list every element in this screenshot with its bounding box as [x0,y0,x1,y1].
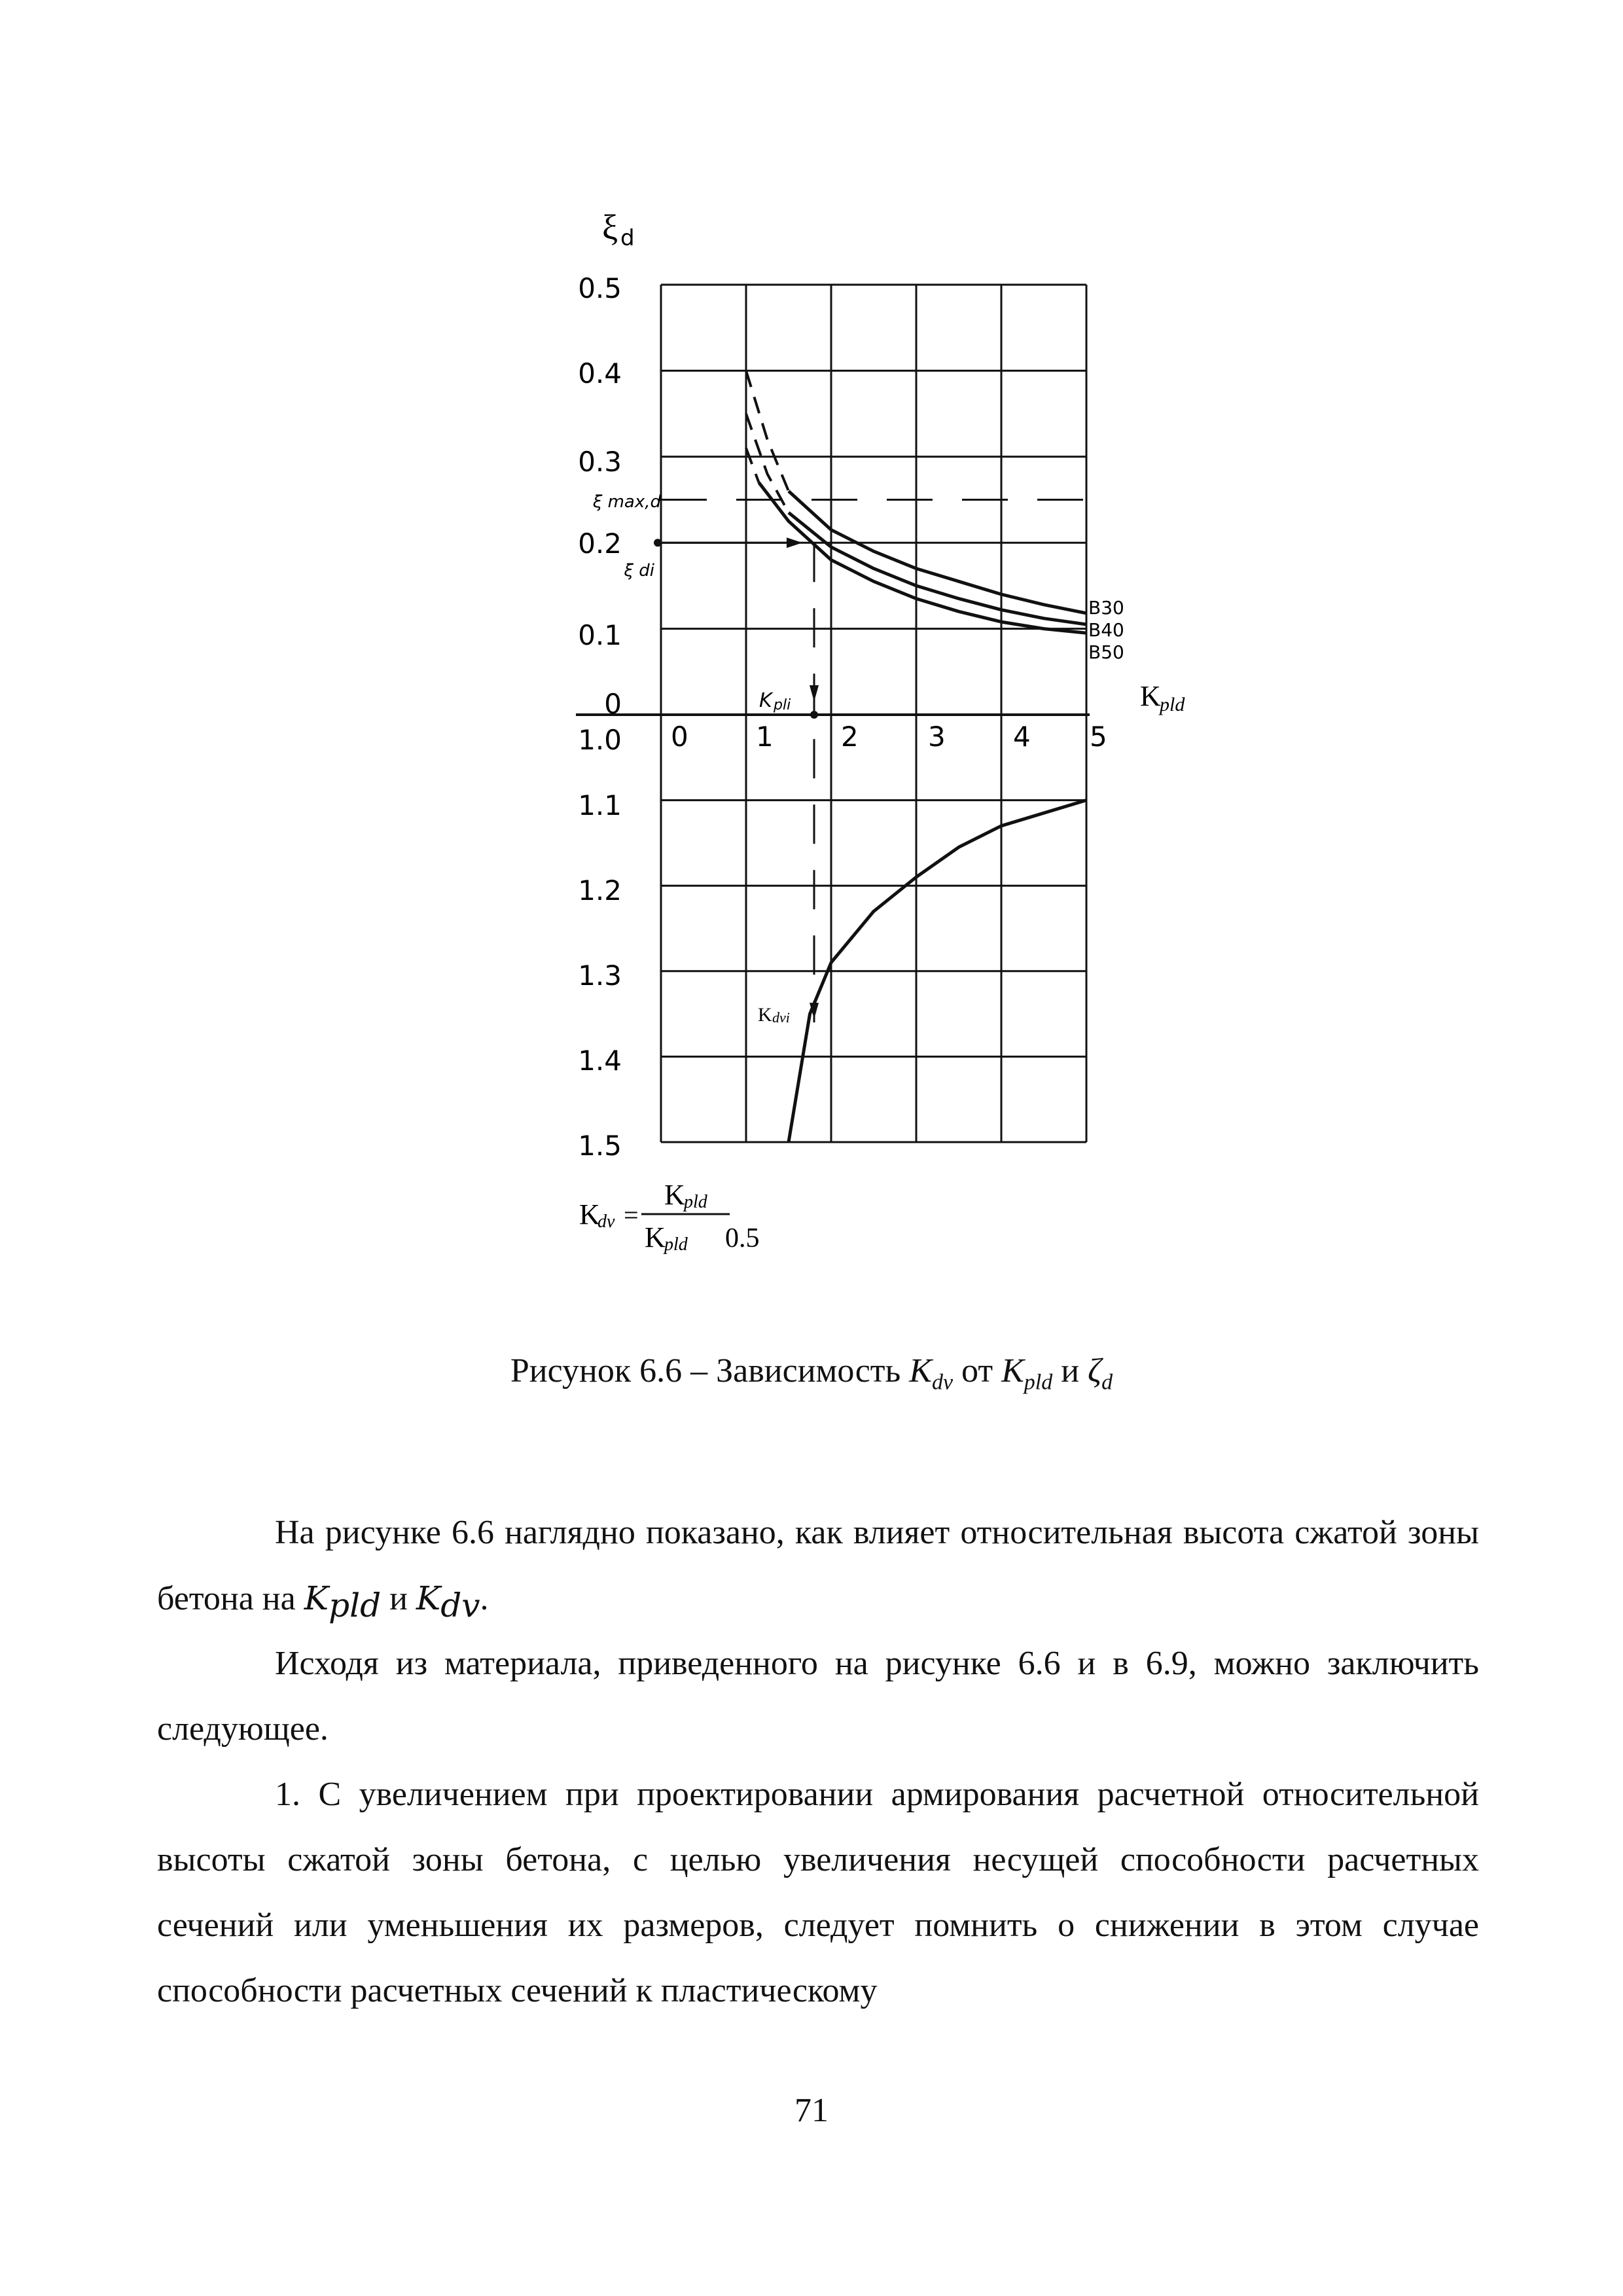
xi-max-label: ξ max,d [592,492,661,512]
xi-axis-sub: d [620,225,635,251]
paragraph-2: Исходя из материала, приведенного на рисунке 6.6 и в 6.9, можно заключить следующее. [157,1645,1479,1748]
formula-lhs-sub: dv [597,1211,615,1232]
xi-tick: 0.5 [578,272,622,304]
series-dashed-b50 [746,448,759,483]
curve-label-b40: B40 [1088,619,1124,641]
caption-mid: от [953,1352,1002,1390]
kpli-label-main: K [759,689,772,712]
kdv-tick: 1.2 [578,874,622,906]
formula-num: K [664,1179,685,1211]
page-number: 71 [794,2092,829,2129]
caption-k-pld-sub: pld [1024,1370,1053,1395]
x-tick: 3 [928,721,946,753]
kdv-tick: 1.1 [578,789,622,821]
kdv-tick: 1.3 [578,960,622,992]
paragraph-1-text: На рисунке 6.6 наглядно показано, как влияет относительная высота сжатой зоны бетона на [157,1514,1479,1617]
paragraph-1-and: и [381,1580,416,1617]
xi-axis-symbol: ξ [602,207,618,247]
caption-k-dv-sub: dv [931,1370,954,1395]
x-tick: 1 [756,721,774,753]
curve-label-b50: B50 [1088,641,1124,663]
x-tick: 0 [671,721,688,753]
caption-prefix: Рисунок 6.6 – Зависимость [510,1352,910,1390]
x-tick: 4 [1013,721,1031,753]
curve-label-b30: B30 [1088,597,1124,619]
formula-num-sub: pld [684,1192,707,1212]
paragraph-3: 1. С увеличением при проектировании армирования расчетной относительной высоты сжатой зоны бетона, с целью увеличения несущей способности расчетных сечений или уменьшения их размеров, следует помнить о снижении в этом случае способности расчетных сечений к пластическому [157,1776,1479,2009]
caption-k-dv: K [909,1352,932,1390]
xi-tick: 0.1 [578,619,622,651]
kdvi-label-sub: dvi [772,1009,790,1026]
xi-tick: 0 [604,688,622,720]
formula-den-tail: 0.5 [725,1223,760,1253]
xi-tick: 0.4 [578,357,622,389]
xi-tick: 0.3 [578,446,622,478]
paragraph-1-end: . [480,1580,489,1617]
figure-caption [0,1352,1623,1395]
kpld-label-main: K [1140,680,1161,712]
xi-tick: 0.2 [578,528,622,560]
paragraph-1-k-pld-sub: pld [329,1587,382,1625]
caption-and: и [1052,1352,1088,1390]
kdv-tick: 1.0 [578,724,622,756]
caption-k-pld: K [1001,1352,1024,1390]
kpld-label-sub: pld [1160,694,1185,715]
kdvi-label-main: K [758,1004,772,1026]
formula-lhs: K [579,1198,600,1230]
kdv-tick: 1.4 [578,1045,622,1077]
kpli-label-sub: pli [774,697,791,713]
xi-di-label: ξ di [624,561,654,581]
series-line-b50 [759,482,1087,633]
paragraph-1-k-dv: K [416,1579,441,1617]
paragraph-1-k-dv-sub: dv [440,1587,480,1625]
caption-zeta: ζ [1088,1352,1102,1390]
x-tick: 5 [1090,721,1107,753]
caption-zeta-sub: d [1101,1370,1113,1395]
x-tick: 2 [841,721,859,753]
formula-den: K [645,1221,666,1253]
series-line-b30 [789,491,1086,613]
paragraph-1 [157,1500,1479,1641]
formula-eq: = [624,1200,639,1230]
formula-den-sub: pld [664,1234,688,1255]
kdv-tick: 1.5 [578,1130,622,1162]
paragraph-1-k-pld: K [304,1579,329,1617]
